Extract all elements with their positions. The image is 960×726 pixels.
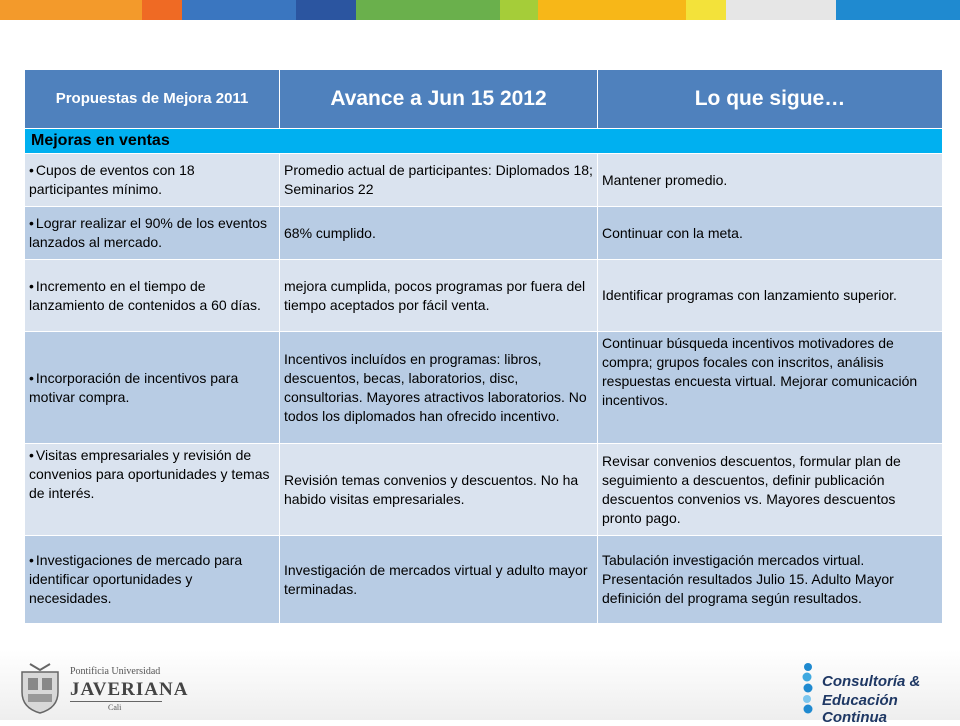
proposal-cell <box>25 154 280 207</box>
improvements-table <box>24 69 943 624</box>
progress-cell: Promedio actual de participantes: Diplomados 18; Seminarios 22 <box>280 154 598 207</box>
progress-cell: Revisión temas convenios y descuentos. No ha habido visitas empresariales. <box>280 444 598 536</box>
bullet-icon: • <box>29 215 34 231</box>
progress-cell: Investigación de mercados virtual y adulto mayor terminadas. <box>280 536 598 624</box>
section-row <box>25 129 943 154</box>
header-next-steps: Lo que sigue… <box>598 70 943 129</box>
header-proposals: Propuestas de Mejora 2011 <box>25 70 280 129</box>
proposal-cell <box>25 332 280 444</box>
next-cell: Tabulación investigación mercados virtual. Presentación resultados Julio 15. Adulto Mayor definición del programa según resultados. <box>598 536 943 624</box>
color-segment <box>0 0 142 20</box>
color-segment <box>726 0 836 20</box>
header-progress: Avance a Jun 15 2012 <box>280 70 598 129</box>
next-cell: Revisar convenios descuentos, formular plan de seguimiento a descuentos, definir publicación descuentos convenios vs. Mayores descuentos pronto pago. <box>598 444 943 536</box>
university-name: JAVERIANA <box>70 679 189 700</box>
blue-dots-logo-icon <box>800 662 818 716</box>
brand-line1: Consultoría & <box>822 673 921 690</box>
next-cell: Continuar con la meta. <box>598 207 943 260</box>
progress-cell: 68% cumplido. <box>280 207 598 260</box>
table-row <box>25 536 943 624</box>
color-segment <box>296 0 356 20</box>
proposal-cell <box>25 207 280 260</box>
table-row <box>25 332 943 444</box>
bullet-icon: • <box>29 277 34 294</box>
university-divider <box>70 701 162 702</box>
proposal-text: Incremento en el tiempo de lanzamiento de contenidos a 60 días. <box>29 277 261 313</box>
next-cell: Identificar programas con lanzamiento superior. <box>598 260 943 332</box>
table-row <box>25 154 943 207</box>
proposal-text: Cupos de eventos con 18 participantes mínimo. <box>29 162 195 197</box>
brand-line2: Educación Continua <box>822 692 898 726</box>
next-cell: Mantener promedio. <box>598 154 943 207</box>
bullet-icon: • <box>29 369 34 386</box>
top-color-bar <box>0 0 960 20</box>
color-segment <box>182 0 296 20</box>
proposal-text: Investigaciones de mercado para identificar oportunidades y necesidades. <box>29 552 243 606</box>
proposal-text: Visitas empresariales y revisión de convenios para oportunidades y temas de interés. <box>29 447 270 501</box>
university-line1: Pontificia Universidad <box>70 666 161 677</box>
progress-cell: mejora cumplida, pocos programas por fuera del tiempo aceptados por fácil venta. <box>280 260 598 332</box>
color-segment <box>356 0 500 20</box>
proposal-text: Lograr realizar el 90% de los eventos lanzados al mercado. <box>29 215 268 250</box>
progress-cell: Incentivos incluídos en programas: libros, descuentos, becas, laboratorios, disc, consultorias. Mayores atractivos laboratorios. No todos los diplomados han ofrecido incentivo. <box>280 332 598 444</box>
table-row <box>25 444 943 536</box>
bullet-icon: • <box>29 447 34 463</box>
proposal-text: Incorporación de incentivos para motivar compra. <box>29 369 239 405</box>
color-segment <box>686 0 726 20</box>
proposal-cell <box>25 444 280 536</box>
university-crest-icon <box>16 662 64 714</box>
proposal-cell <box>25 536 280 624</box>
color-segment <box>500 0 538 20</box>
header-row <box>25 70 943 129</box>
color-segment <box>538 0 686 20</box>
bullet-icon: • <box>29 552 34 568</box>
color-segment <box>836 0 960 20</box>
university-city: Cali <box>108 703 122 712</box>
bullet-icon: • <box>29 162 34 178</box>
color-segment <box>142 0 182 20</box>
proposal-cell <box>25 260 280 332</box>
table-row <box>25 207 943 260</box>
table-row <box>25 260 943 332</box>
next-cell: Continuar búsqueda incentivos motivadores de compra; grupos focales con inscritos, análisis respuestas encuesta virtual. Mejorar comunicación incentivos. <box>598 332 943 444</box>
section-title: Mejoras en ventas <box>25 129 943 154</box>
